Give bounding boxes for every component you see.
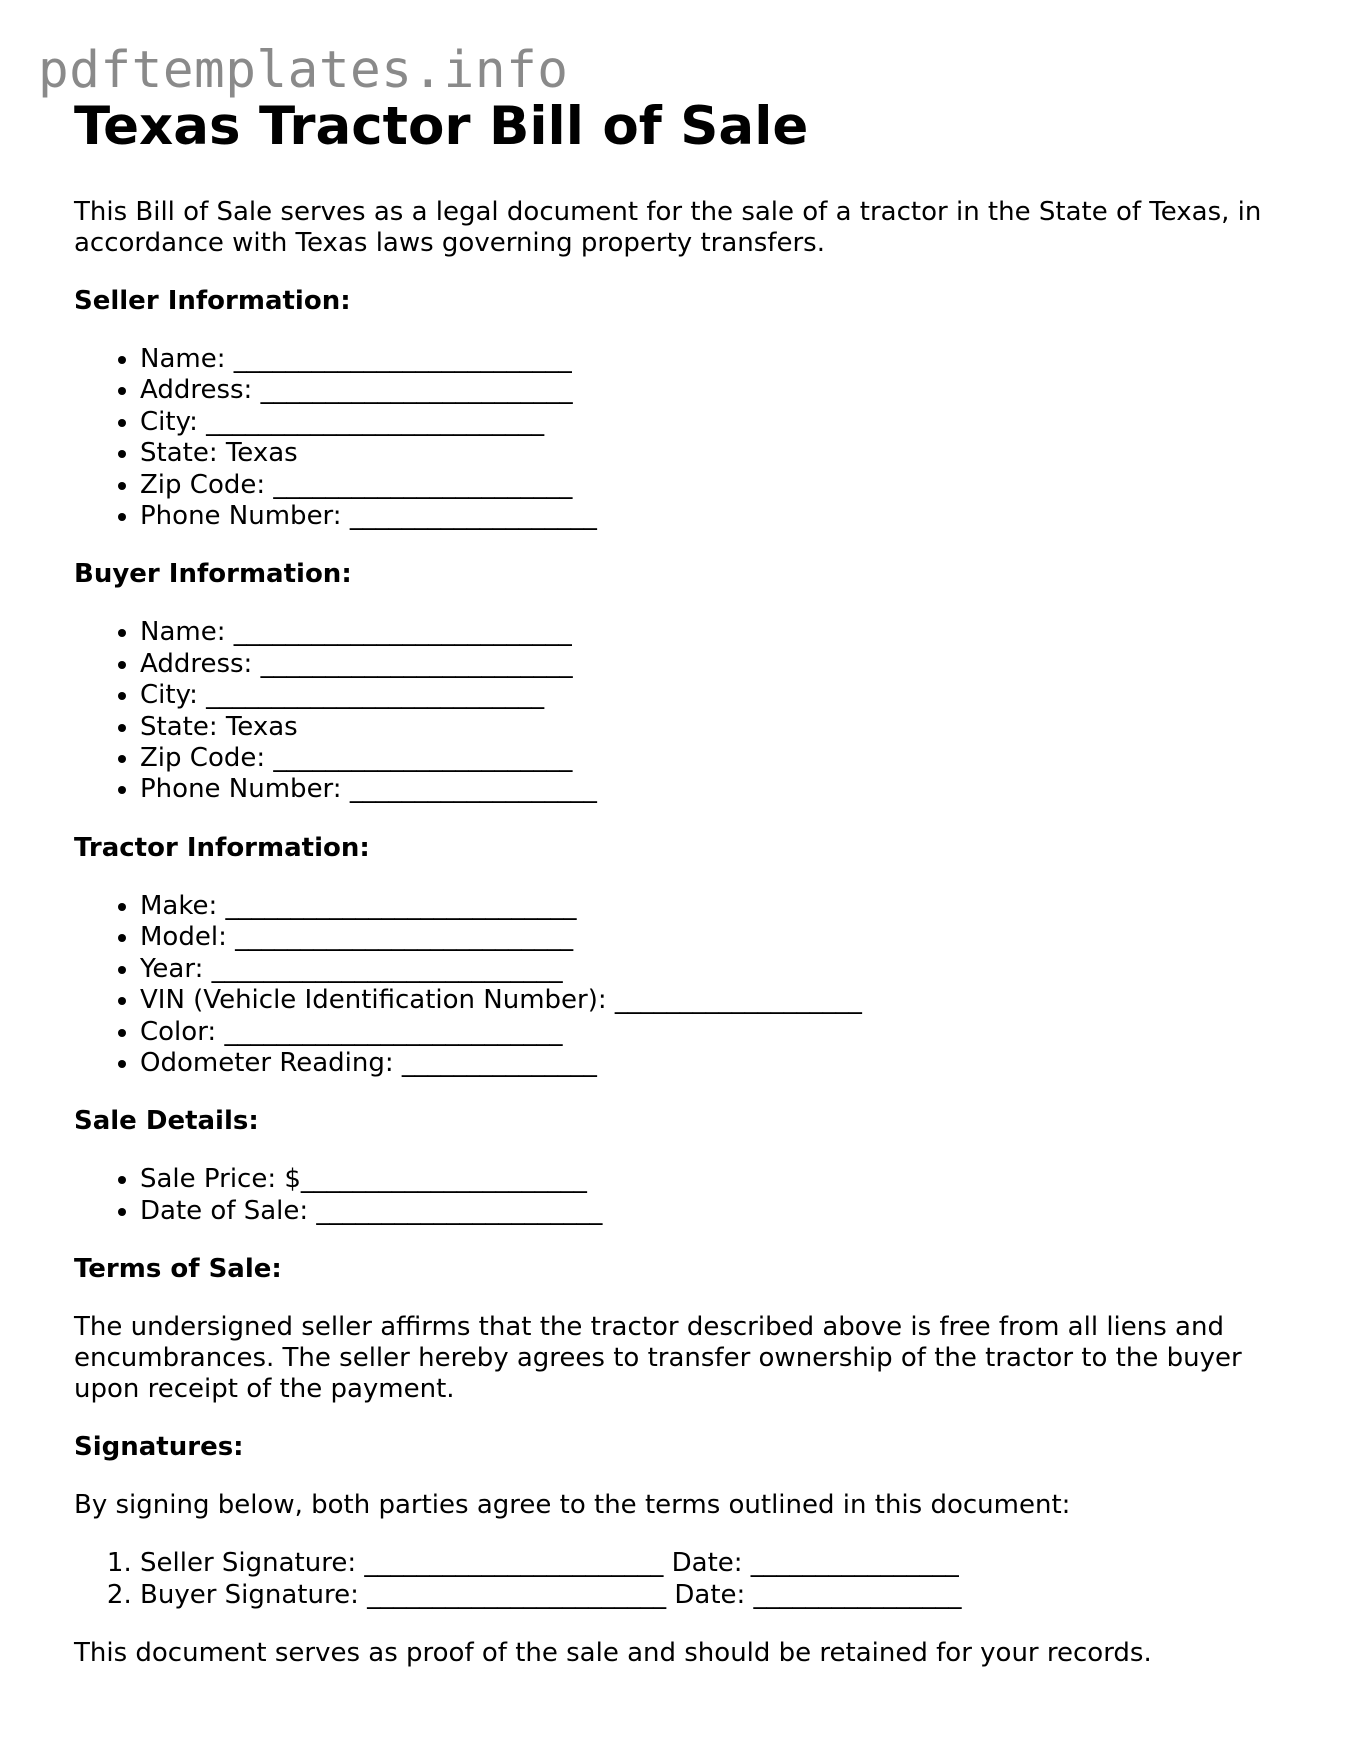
tractor-odometer-field: • Odometer Reading: _______________ [140, 1048, 1294, 1079]
buyer-address-field: • Address: ________________________ [140, 649, 1294, 680]
buyer-city-field: • City: __________________________ [140, 680, 1294, 711]
tractor-model-field: • Model: __________________________ [140, 922, 1294, 953]
terms-heading: Terms of Sale: [74, 1254, 282, 1285]
buyer-phone-field: • Phone Number: ___________________ [140, 774, 1294, 805]
terms-paragraph: The undersigned seller affirms that the tractor described above is free from all liens and encumbrances. The seller hereby agrees to transfer ownership of the tractor to the buyer upon receipt of the payment. [74, 1312, 1242, 1405]
tractor-make-field: • Make: ___________________________ [140, 891, 1294, 922]
tractor-year-field: • Year: ___________________________ [140, 954, 1294, 985]
document-page [74, 92, 1294, 1669]
seller-zip-field: • Zip Code: _______________________ [140, 470, 1294, 501]
buyer-heading: Buyer Information: [74, 559, 352, 590]
seller-city-field: • City: __________________________ [140, 407, 1294, 438]
seller-address-field: • Address: ________________________ [140, 375, 1294, 406]
seller-list [74, 344, 1294, 532]
seller-heading: Seller Information: [74, 286, 351, 316]
buyer-zip-field: • Zip Code: _______________________ [140, 743, 1294, 774]
sale-date-field: • Date of Sale: ______________________ [140, 1196, 1294, 1227]
intro-paragraph: This Bill of Sale serves as a legal document for the sale of a tractor in the State of Texas, in accordance with Texas laws governing property transfers. [74, 197, 1262, 258]
closing-paragraph: This document serves as proof of the sale and should be retained for your records. [74, 1637, 1152, 1668]
watermark: pdftemplates.info [38, 41, 569, 100]
sale-price-field: • Sale Price: $______________________ [140, 1164, 1294, 1195]
seller-signature-line: 1. Seller Signature: _______________________ Date: ________________ [140, 1548, 1294, 1579]
tractor-color-field: • Color: __________________________ [140, 1017, 1294, 1048]
seller-phone-field: • Phone Number: ___________________ [140, 501, 1294, 532]
buyer-name-field: • Name: __________________________ [140, 617, 1294, 648]
signatures-heading: Signatures: [74, 1432, 244, 1463]
signatures-list [74, 1548, 1294, 1611]
signatures-intro: By signing below, both parties agree to the terms outlined in this document: [74, 1490, 1071, 1521]
buyer-signature-line: 2. Buyer Signature: _______________________ Date: ________________ [140, 1580, 1294, 1611]
buyer-list [74, 617, 1294, 805]
sale-list [74, 1164, 1294, 1227]
buyer-state-field: • State: Texas [140, 712, 1294, 743]
sale-heading: Sale Details: [74, 1106, 259, 1137]
tractor-heading: Tractor Information: [74, 832, 370, 863]
page-title: Texas Tractor Bill of Sale [74, 96, 809, 157]
tractor-list [74, 891, 1294, 1079]
seller-state-field: • State: Texas [140, 438, 1294, 469]
seller-name-field: • Name: __________________________ [140, 344, 1294, 375]
tractor-vin-field: • VIN (Vehicle Identification Number): ___________________ [140, 985, 1294, 1016]
